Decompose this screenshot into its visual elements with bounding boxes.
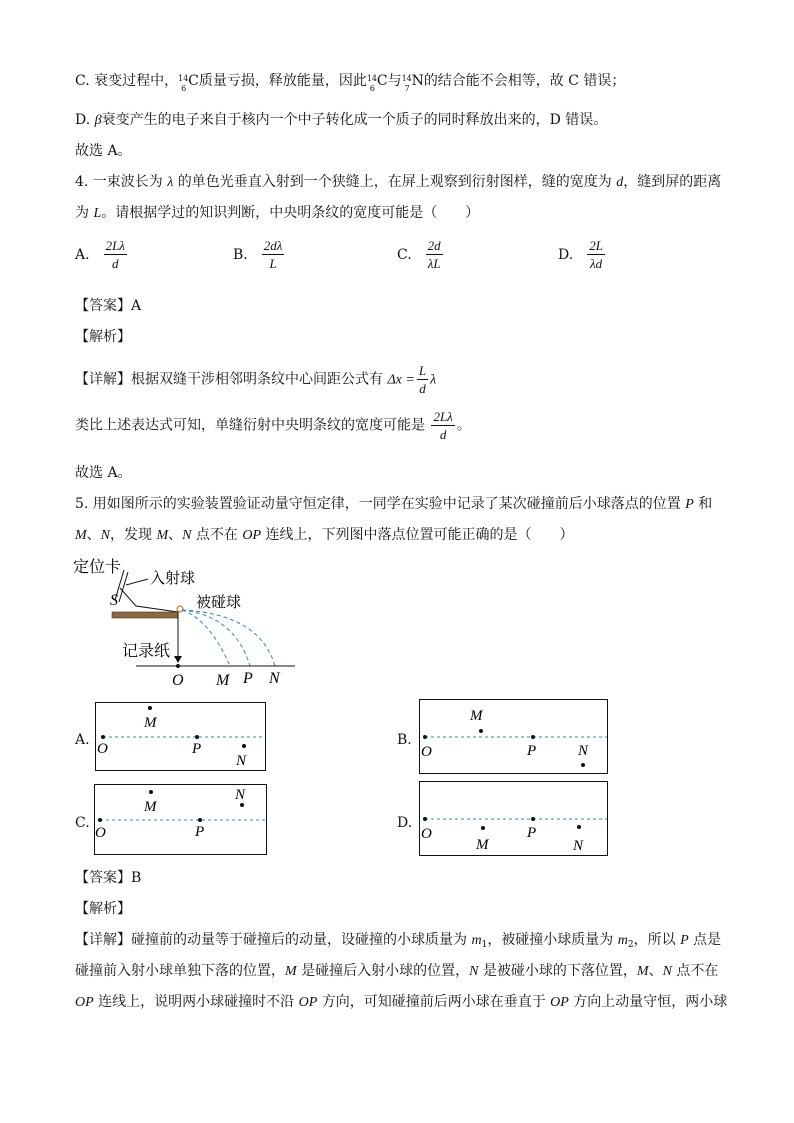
- answer-5: 【答案】B: [75, 870, 142, 886]
- detail-4: 【详解】根据双缝干涉相邻明条纹中心间距公式有 Δx = $\frac{L}{d}$ λ: [75, 363, 437, 396]
- option-c-label[interactable]: C.: [75, 815, 90, 831]
- o-label: O: [97, 741, 108, 757]
- choose-4: 故选 A。: [75, 465, 132, 481]
- option-b-label[interactable]: B.: [397, 732, 412, 748]
- p-label: P: [195, 824, 205, 840]
- question-5-line2: M、N，发现 M、N 点不在 OP 连线上，下列图中落点位置可能正确的是（ ）: [75, 527, 574, 543]
- n-label: N: [573, 838, 584, 854]
- point-p: [531, 817, 535, 821]
- m-label: M: [470, 708, 483, 724]
- o-label: O: [421, 744, 432, 760]
- point-p: [198, 818, 202, 822]
- o-label: O: [421, 826, 432, 842]
- incident-ball-label: 入射球: [150, 569, 196, 587]
- point-n: [240, 803, 244, 807]
- point-n: [577, 825, 581, 829]
- detail-5-line3: OP 连线上，说明两小球碰撞时不沿 OP 方向，可知碰撞前后两小球在垂直于 OP 方向上动量守恒，两小球: [75, 994, 728, 1010]
- question-4-line2: 为 L。请根据学过的知识判断，中央明条纹的宽度可能是（ ）: [75, 205, 480, 221]
- target-ball: [177, 606, 183, 612]
- p-label: P: [527, 825, 537, 841]
- n-label: N: [269, 670, 280, 687]
- question-4-line1: 4. 一束波长为 λ 的单色光垂直入射到一个狭缝上，在屏上观察到衍射图样，缝的宽度为 d，缝到屏的距离: [75, 174, 722, 190]
- point-n: [581, 763, 585, 767]
- n-label: N: [235, 787, 246, 803]
- m-label: M: [144, 799, 157, 815]
- option-d[interactable]: D. $\frac{2L}{\lambda d}$: [558, 238, 603, 271]
- trajectory-n: [182, 610, 275, 666]
- option-d-figure[interactable]: [419, 781, 609, 857]
- p-label: P: [527, 743, 537, 759]
- option-c[interactable]: C. $\frac{2d}{\lambda L}$: [397, 238, 441, 271]
- n-label: N: [578, 743, 589, 759]
- point-o: [176, 664, 180, 668]
- trajectory-p: [182, 610, 250, 666]
- option-a[interactable]: A. $\frac{2L\lambda}{d}$: [75, 238, 125, 271]
- trajectory-m: [182, 610, 230, 666]
- option-d-label[interactable]: D.: [397, 815, 413, 831]
- point-m: [481, 826, 485, 830]
- o-label: O: [95, 825, 106, 841]
- answer-4: 【答案】A: [75, 298, 142, 314]
- detail-5-line1: 【详解】碰撞前的动量等于碰撞后的动量，设碰撞的小球质量为 $m_1$，被碰撞小球质量为 $m_2$，所以 P 点是: [75, 932, 722, 950]
- s-label: S: [110, 592, 118, 609]
- nuclide-c14: 14 6: [366, 74, 378, 93]
- point-o: [423, 817, 427, 821]
- frame: [420, 700, 608, 774]
- arrow-head: [174, 656, 182, 663]
- analog-4: 类比上述表达式可知，单缝衍射中央明条纹的宽度可能是 $\frac{2L\lambda}{d}$ 。: [75, 409, 471, 442]
- point-n: [242, 744, 246, 748]
- plank: [112, 612, 178, 618]
- explanation-c: C. 衰变过程中， 14 6 C质量亏损，释放能量，因此 14 6 C与 14 7 N的结合能不会相等，故 C 错误；: [75, 73, 626, 93]
- choose-line: 故选 A。: [75, 143, 132, 159]
- point-o: [101, 735, 105, 739]
- point-m: [149, 790, 153, 794]
- nuclide-n14: 14 7: [401, 74, 412, 93]
- point-m: [479, 729, 483, 733]
- analysis-4: 【解析】: [75, 329, 131, 345]
- point-o: [423, 735, 427, 739]
- m-label: M: [144, 715, 157, 731]
- question-5-line1: 5. 用如图所示的实验装置验证动量守恒定律，一同学在实验中记录了某次碰撞前后小球落点的位置 P 和: [75, 496, 713, 512]
- point-p: [195, 735, 199, 739]
- card-line: [119, 572, 128, 602]
- card-label: 定位卡: [73, 557, 122, 576]
- p-label: P: [192, 741, 202, 757]
- p-label: P: [243, 670, 253, 687]
- apparatus-diagram: [70, 552, 310, 692]
- analysis-5: 【解析】: [75, 901, 131, 917]
- option-b[interactable]: B. $\frac{2d\lambda}{L}$: [233, 238, 283, 271]
- m-label: M: [476, 837, 489, 853]
- target-ball-label: 被碰球: [196, 593, 242, 611]
- n-label: N: [236, 753, 247, 769]
- option-a-figure[interactable]: [95, 702, 267, 772]
- nuclide-c14: 14 6: [178, 74, 189, 93]
- explanation-d: D. β衰变产生的电子来自于核内一个中子转化成一个质子的同时释放出来的，D 错误。: [75, 112, 608, 128]
- point-o: [98, 818, 102, 822]
- record-paper-label: 记录纸: [122, 641, 171, 660]
- m-label: M: [216, 672, 230, 689]
- option-b-figure[interactable]: [419, 699, 609, 775]
- point-p: [531, 735, 535, 739]
- pointer-line: [126, 579, 148, 585]
- o-label: O: [172, 672, 184, 689]
- option-a-label[interactable]: A.: [75, 732, 90, 748]
- detail-5-line2: 碰撞前入射小球单独下落的位置，M 是碰撞后入射小球的位置，N 是被碰小球的下落位置，M、N 点不在: [75, 963, 719, 979]
- point-m: [148, 706, 152, 710]
- ramp: [120, 588, 178, 612]
- option-c-figure[interactable]: [94, 784, 268, 856]
- text: C. 衰变过程中，: [75, 73, 179, 89]
